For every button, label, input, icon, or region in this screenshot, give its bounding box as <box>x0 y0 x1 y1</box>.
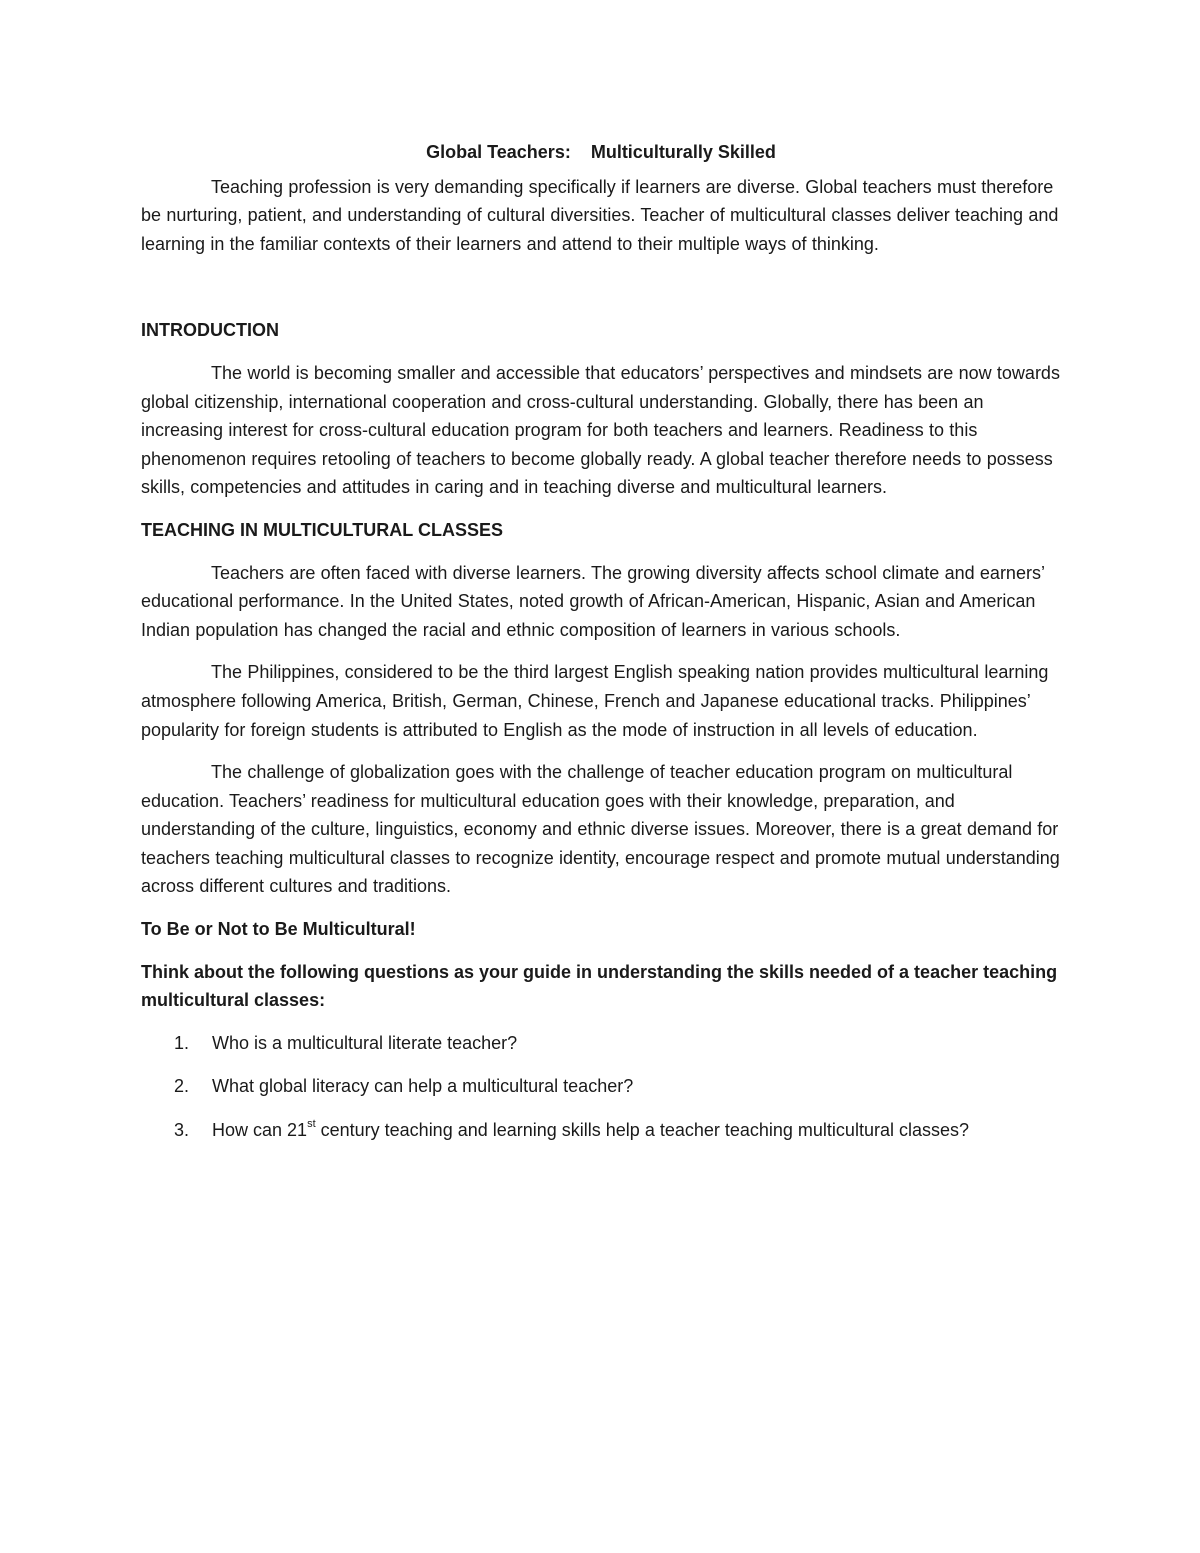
document-title: Global Teachers: Multiculturally Skilled <box>426 142 776 162</box>
multicultural-paragraph-2: The Philippines, considered to be the third largest English speaking nation provides multicultural learning atmosphere following America, British, German, Chinese, French and Japanese educational tracks. Philippines’ popularity for foreign students is attributed to English as the mode of instruction in all levels of education. <box>141 662 1049 740</box>
spacer <box>141 258 1061 316</box>
section-heading-introduction: INTRODUCTION <box>141 320 279 341</box>
spacer <box>141 901 1061 915</box>
spacer <box>141 944 1061 958</box>
section-heading-multicultural-classes: TEACHING IN MULTICULTURAL CLASSES <box>141 519 503 540</box>
introduction-paragraph: The world is becoming smaller and accessible that educators’ perspectives and mindsets are now towards global citizenship, international cooperation and cross-cultural understanding. Globally, there has been an increasing interest for cross-cultural education program for both teachers and learners. Readiness to this phenomenon requires retooling of teachers to become globally ready. A global teacher therefore needs to possess skills, competencies and attitudes in caring and in teaching diverse and multicultural learners. <box>141 362 1060 498</box>
question-number: 2. <box>174 1076 190 1097</box>
ordinal-superscript: st <box>307 1118 316 1131</box>
document-page <box>141 138 1061 1160</box>
question-text-before: How can 21 <box>212 1120 308 1141</box>
question-text-after: century teaching and learning skills help a teacher teaching multicultural classes? <box>315 1120 969 1141</box>
spacer <box>141 345 1061 359</box>
spacer <box>141 644 1061 658</box>
multicultural-paragraph-3: The challenge of globalization goes with the challenge of teacher education program on multicultural education. Teachers’ readiness for multicultural education goes with their knowledge, preparation, and understanding of the culture, linguistics, economy and ethnic diverse issues. Moreover, there is a great demand for teachers teaching multicultural classes to recognize identity, encourage respect and promote mutual understanding across different cultures and traditions. <box>141 762 1060 897</box>
activity-heading: To Be or Not to Be Multicultural! <box>141 919 416 940</box>
spacer <box>141 545 1061 559</box>
question-text <box>212 1120 969 1140</box>
question-item <box>141 1072 1061 1101</box>
question-text: Who is a multicultural literate teacher? <box>212 1032 518 1053</box>
question-list <box>141 1029 1061 1145</box>
question-item <box>141 1116 1061 1145</box>
question-text: What global literacy can help a multicultural teacher? <box>212 1076 634 1097</box>
intro-paragraph: Teaching profession is very demanding specifically if learners are diverse. Global teachers must therefore be nurturing, patient, and understanding of cultural diversities. Teacher of multicultural classes deliver teaching and learning in the familiar contexts of their learners and attend to their multiple ways of thinking. <box>141 176 1059 254</box>
question-item <box>141 1029 1061 1058</box>
multicultural-paragraph-1: Teachers are often faced with diverse learners. The growing diversity affects school climate and earners’ educational performance. In the United States, noted growth of African-American, Hispanic, Asian and American Indian population has changed the racial and ethnic composition of learners in various schools. <box>141 562 1045 640</box>
question-number: 1. <box>174 1032 190 1053</box>
spacer <box>141 744 1061 758</box>
question-number: 3. <box>174 1120 190 1141</box>
spacer <box>141 1015 1061 1029</box>
spacer <box>141 502 1061 516</box>
activity-prompt: Think about the following questions as your guide in understanding the skills needed of a teacher teaching multicultural classes: <box>141 961 1058 1011</box>
